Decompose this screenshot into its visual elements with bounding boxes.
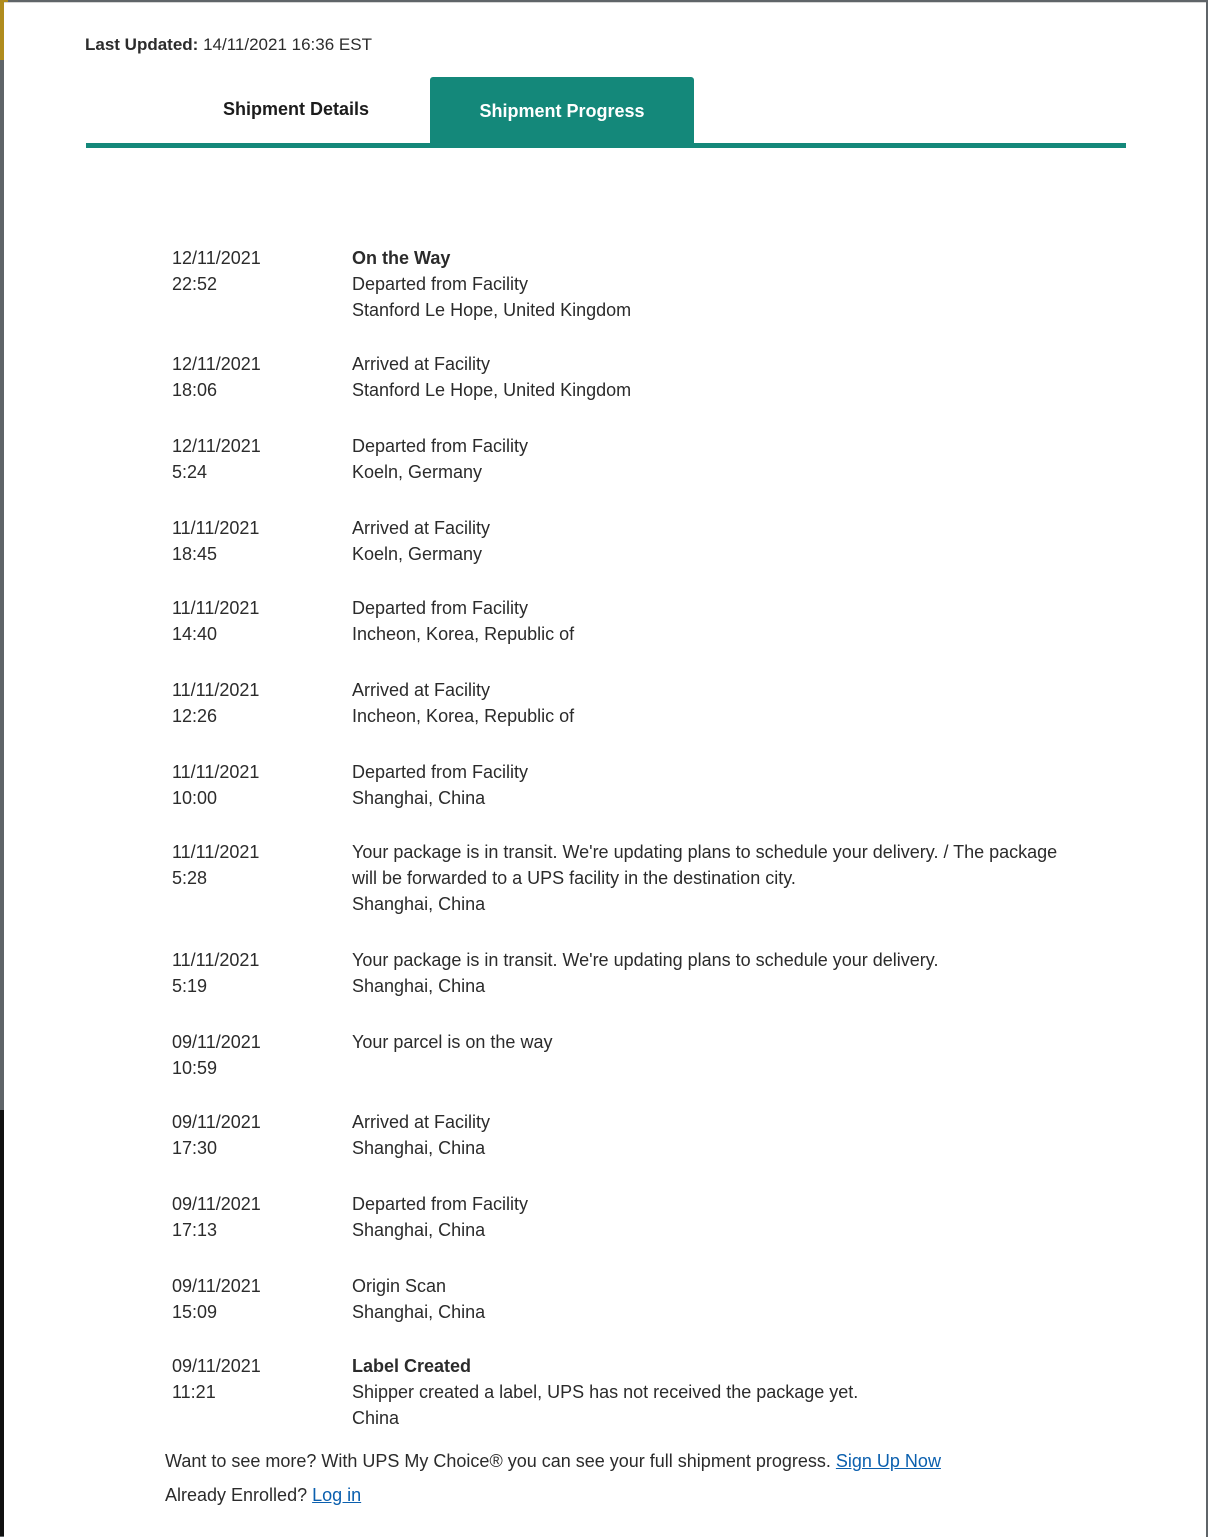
- event-activity: Origin Scan: [352, 1276, 447, 1296]
- event-date: 11/11/2021: [172, 598, 260, 618]
- event-time: 5:19: [172, 976, 208, 996]
- event-location: Shanghai, China: [352, 976, 486, 996]
- last-updated-label: Last Updated:: [85, 35, 199, 54]
- event-activity: Arrived at Facility: [352, 354, 491, 374]
- event-date: 11/11/2021: [172, 842, 260, 862]
- progress-event-list: [172, 245, 1072, 1431]
- event-date: 11/11/2021: [172, 680, 260, 700]
- progress-event-row: [172, 245, 1072, 323]
- event-datetime: [172, 839, 352, 917]
- event-datetime: [172, 515, 352, 567]
- event-location: Shanghai, China: [352, 1302, 486, 1322]
- progress-event-row: [172, 1273, 1072, 1325]
- event-activity: Arrived at Facility: [352, 1112, 491, 1132]
- event-details: [352, 245, 1072, 323]
- event-datetime: [172, 1029, 352, 1081]
- progress-event-row: [172, 515, 1072, 567]
- event-date: 12/11/2021: [172, 354, 261, 374]
- progress-event-row: [172, 1191, 1072, 1243]
- event-activity: Departed from Facility: [352, 274, 529, 294]
- tab-underline: [86, 143, 1126, 148]
- event-location: Shanghai, China: [352, 1220, 486, 1240]
- event-time: 17:30: [172, 1138, 218, 1158]
- event-datetime: [172, 433, 352, 485]
- promo-line: [165, 1444, 941, 1478]
- event-activity: Departed from Facility: [352, 762, 529, 782]
- event-date: 09/11/2021: [172, 1032, 261, 1052]
- event-details: [352, 515, 1072, 567]
- progress-event-row: [172, 433, 1072, 485]
- footer-promo: [165, 1444, 941, 1512]
- event-datetime: [172, 1273, 352, 1325]
- event-details: [352, 759, 1072, 811]
- event-location: Shanghai, China: [352, 788, 486, 808]
- tab-shipment-progress[interactable]: Shipment Progress: [430, 77, 694, 143]
- event-details: [352, 595, 1072, 647]
- progress-event-row: [172, 759, 1072, 811]
- event-datetime: [172, 351, 352, 403]
- event-datetime: [172, 947, 352, 999]
- event-activity: Departed from Facility: [352, 436, 529, 456]
- progress-event-row: [172, 677, 1072, 729]
- log-in-link[interactable]: Log in: [312, 1485, 362, 1505]
- event-details: [352, 1273, 1072, 1325]
- event-activity: Your package is in transit. We're updating plans to schedule your delivery. / The package will be forwarded to a UPS facility in the destination city.: [352, 842, 1058, 888]
- event-location: Shanghai, China: [352, 1138, 486, 1158]
- progress-event-row: [172, 947, 1072, 999]
- tab-bar: [86, 77, 1126, 149]
- event-details: [352, 351, 1072, 403]
- event-datetime: [172, 245, 352, 323]
- event-location: Stanford Le Hope, United Kingdom: [352, 300, 632, 320]
- event-date: 11/11/2021: [172, 762, 260, 782]
- event-details: [352, 839, 1072, 917]
- event-location: Incheon, Korea, Republic of: [352, 706, 575, 726]
- event-details: [352, 1029, 1072, 1081]
- event-activity: Arrived at Facility: [352, 518, 491, 538]
- sign-up-link[interactable]: Sign Up Now: [835, 1451, 941, 1471]
- event-status: On the Way: [352, 248, 451, 268]
- event-details: [352, 947, 1072, 999]
- event-location: Koeln, Germany: [352, 544, 483, 564]
- event-activity: Your parcel is on the way: [352, 1032, 553, 1052]
- event-date: 09/11/2021: [172, 1112, 261, 1132]
- event-time: 5:28: [172, 868, 208, 888]
- progress-event-row: [172, 1109, 1072, 1161]
- event-time: 12:26: [172, 706, 218, 726]
- event-date: 12/11/2021: [172, 248, 261, 268]
- event-location: Stanford Le Hope, United Kingdom: [352, 380, 632, 400]
- event-datetime: [172, 595, 352, 647]
- last-updated: [85, 34, 372, 56]
- event-time: 10:00: [172, 788, 218, 808]
- progress-event-row: [172, 595, 1072, 647]
- event-time: 18:45: [172, 544, 218, 564]
- event-datetime: [172, 1191, 352, 1243]
- event-location: Incheon, Korea, Republic of: [352, 624, 575, 644]
- event-time: 11:21: [172, 1382, 216, 1402]
- progress-event-row: [172, 1353, 1072, 1431]
- last-updated-value: 14/11/2021 16:36 EST: [203, 35, 372, 54]
- event-time: 22:52: [172, 274, 218, 294]
- event-datetime: [172, 677, 352, 729]
- event-status: Label Created: [352, 1356, 472, 1376]
- event-activity: Your package is in transit. We're updating plans to schedule your delivery.: [352, 950, 939, 970]
- event-date: 11/11/2021: [172, 950, 260, 970]
- event-time: 17:13: [172, 1220, 218, 1240]
- event-location: Shanghai, China: [352, 894, 486, 914]
- event-date: 09/11/2021: [172, 1276, 261, 1296]
- event-date: 11/11/2021: [172, 518, 260, 538]
- event-time: 10:59: [172, 1058, 218, 1078]
- event-time: 15:09: [172, 1302, 218, 1322]
- event-time: 18:06: [172, 380, 218, 400]
- event-details: [352, 677, 1072, 729]
- event-datetime: [172, 1109, 352, 1161]
- event-date: 12/11/2021: [172, 436, 261, 456]
- event-datetime: [172, 1353, 352, 1431]
- promo-text: Want to see more? With UPS My Choice® you can see your full shipment progress.: [165, 1451, 831, 1471]
- event-details: [352, 1109, 1072, 1161]
- progress-event-row: [172, 1029, 1072, 1081]
- enrolled-text: Already Enrolled?: [165, 1485, 308, 1505]
- event-details: [352, 1353, 1072, 1431]
- event-location: China: [352, 1408, 400, 1428]
- event-activity: Departed from Facility: [352, 1194, 529, 1214]
- enrolled-line: [165, 1478, 941, 1512]
- event-activity: Departed from Facility: [352, 598, 529, 618]
- progress-event-row: [172, 839, 1072, 917]
- event-details: [352, 1191, 1072, 1243]
- event-activity: Arrived at Facility: [352, 680, 491, 700]
- event-time: 14:40: [172, 624, 218, 644]
- event-activity: Shipper created a label, UPS has not received the package yet.: [352, 1382, 859, 1402]
- event-time: 5:24: [172, 462, 208, 482]
- progress-event-row: [172, 351, 1072, 403]
- tab-shipment-details[interactable]: Shipment Details: [222, 99, 370, 119]
- event-location: Koeln, Germany: [352, 462, 483, 482]
- event-details: [352, 433, 1072, 485]
- event-date: 09/11/2021: [172, 1356, 261, 1376]
- event-date: 09/11/2021: [172, 1194, 261, 1214]
- event-datetime: [172, 759, 352, 811]
- shipment-progress-modal: [4, 2, 1206, 1537]
